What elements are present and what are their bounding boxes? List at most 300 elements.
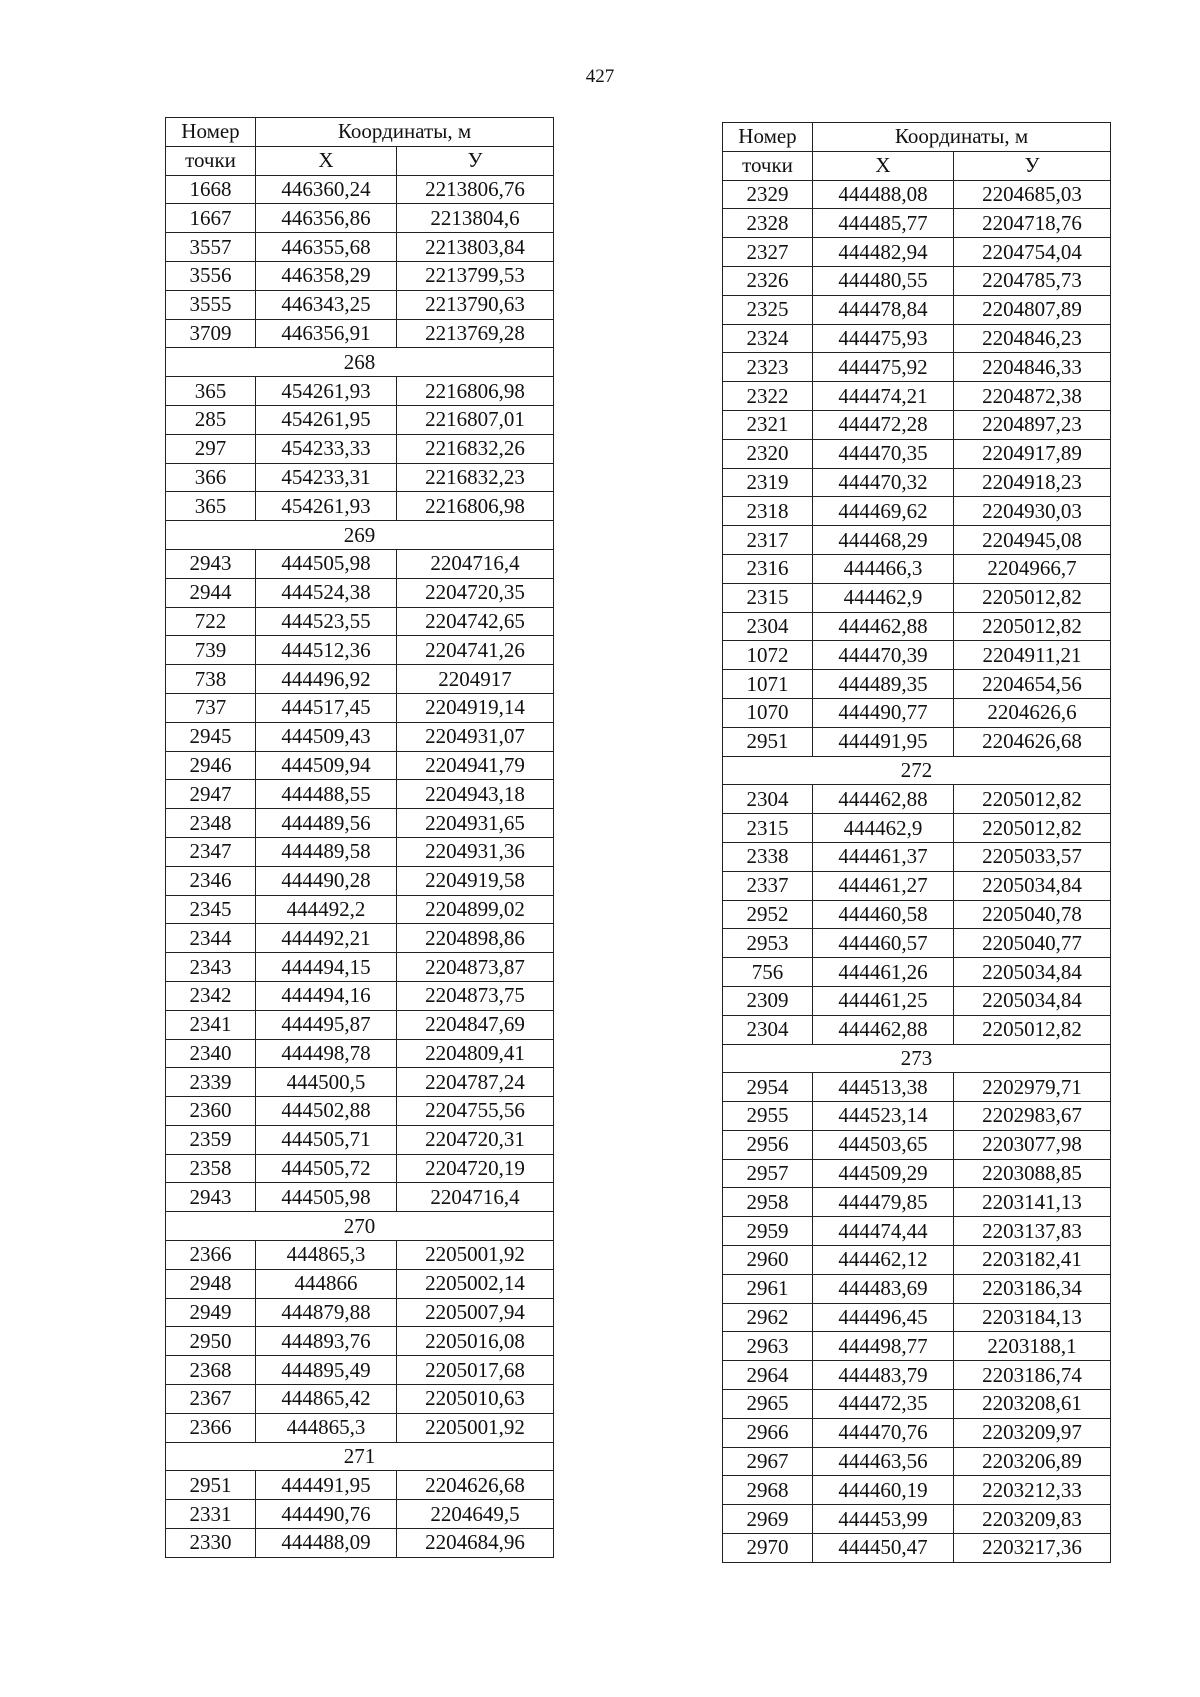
table-row (166, 261, 554, 290)
point-number-header-line2: точки (166, 146, 256, 175)
x-coordinate-cell: 444462,88 (813, 1015, 954, 1044)
y-header: У (954, 151, 1111, 180)
y-coordinate-cell: 2202979,71 (954, 1073, 1111, 1102)
point-number-header-line1: Номер (166, 118, 256, 147)
x-coordinate-cell: 444461,25 (813, 986, 954, 1015)
point-number-cell: 285 (166, 405, 256, 434)
x-coordinate-cell: 454261,93 (256, 377, 397, 406)
x-coordinate-cell: 444462,88 (813, 785, 954, 814)
table-row (723, 871, 1111, 900)
table-row (166, 1327, 554, 1356)
y-coordinate-cell: 2204716,4 (397, 549, 554, 578)
y-coordinate-cell: 2204917 (397, 665, 554, 694)
y-coordinate-cell: 2204872,38 (954, 382, 1111, 411)
point-number-cell: 2961 (723, 1274, 813, 1303)
x-coordinate-cell: 444517,45 (256, 693, 397, 722)
y-coordinate-cell: 2204943,18 (397, 780, 554, 809)
y-coordinate-cell: 2204945,08 (954, 526, 1111, 555)
header-row (723, 123, 1111, 152)
y-coordinate-cell: 2204626,6 (954, 698, 1111, 727)
point-number-cell: 3555 (166, 290, 256, 319)
x-coordinate-cell: 444865,3 (256, 1241, 397, 1270)
point-number-cell: 2347 (166, 837, 256, 866)
x-coordinate-cell: 444450,47 (813, 1534, 954, 1563)
y-coordinate-cell: 2204626,68 (954, 727, 1111, 756)
y-header: У (397, 146, 554, 175)
y-coordinate-cell: 2203209,83 (954, 1505, 1111, 1534)
table-row (723, 410, 1111, 439)
table-row (723, 785, 1111, 814)
point-number-cell: 2966 (723, 1418, 813, 1447)
x-coordinate-cell: 444479,85 (813, 1188, 954, 1217)
x-coordinate-cell: 444512,36 (256, 636, 397, 665)
point-number-cell: 2948 (166, 1269, 256, 1298)
section-row (166, 348, 554, 377)
point-number-cell: 2340 (166, 1039, 256, 1068)
y-coordinate-cell: 2204720,31 (397, 1125, 554, 1154)
table-row (723, 1476, 1111, 1505)
point-number-cell: 2367 (166, 1385, 256, 1414)
y-coordinate-cell: 2203212,33 (954, 1476, 1111, 1505)
point-number-cell: 2327 (723, 238, 813, 267)
table-row (723, 209, 1111, 238)
point-number-cell: 2946 (166, 751, 256, 780)
point-number-cell: 2348 (166, 809, 256, 838)
point-number-cell: 739 (166, 636, 256, 665)
table-row (166, 953, 554, 982)
point-number-cell: 2945 (166, 722, 256, 751)
table-row (723, 1102, 1111, 1131)
x-coordinate-cell: 444509,94 (256, 751, 397, 780)
y-coordinate-cell: 2216806,98 (397, 377, 554, 406)
x-coordinate-cell: 444461,37 (813, 842, 954, 871)
y-coordinate-cell: 2216807,01 (397, 405, 554, 434)
y-coordinate-cell: 2216806,98 (397, 492, 554, 521)
x-coordinate-cell: 444523,55 (256, 607, 397, 636)
table-row (166, 175, 554, 204)
x-coordinate-cell: 444466,3 (813, 554, 954, 583)
point-number-cell: 2331 (166, 1500, 256, 1529)
point-number-cell: 1071 (723, 670, 813, 699)
x-coordinate-cell: 444470,39 (813, 641, 954, 670)
point-number-cell: 2951 (166, 1471, 256, 1500)
point-number-cell: 2943 (166, 549, 256, 578)
x-coordinate-cell: 454233,31 (256, 463, 397, 492)
x-coordinate-cell: 444470,32 (813, 468, 954, 497)
point-number-cell: 2341 (166, 1010, 256, 1039)
table-row (166, 319, 554, 348)
x-coordinate-cell: 446356,91 (256, 319, 397, 348)
table-row (723, 439, 1111, 468)
y-coordinate-cell: 2203088,85 (954, 1159, 1111, 1188)
y-coordinate-cell: 2204873,75 (397, 981, 554, 1010)
x-coordinate-cell: 444491,95 (256, 1471, 397, 1500)
table-row (166, 809, 554, 838)
x-coordinate-cell: 444489,35 (813, 670, 954, 699)
x-coordinate-cell: 444879,88 (256, 1298, 397, 1327)
x-coordinate-cell: 444496,92 (256, 665, 397, 694)
y-coordinate-cell: 2205034,84 (954, 871, 1111, 900)
table-row (166, 1241, 554, 1270)
point-number-cell: 1072 (723, 641, 813, 670)
point-number-cell: 2342 (166, 981, 256, 1010)
header-row (166, 146, 554, 175)
x-coordinate-cell: 444474,21 (813, 382, 954, 411)
point-number-cell: 2965 (723, 1390, 813, 1419)
coordinates-table-left (165, 117, 554, 1558)
point-number-cell: 2956 (723, 1130, 813, 1159)
point-number-cell: 365 (166, 492, 256, 521)
table-row (723, 1130, 1111, 1159)
point-number-cell: 2329 (723, 180, 813, 209)
table-row (166, 1154, 554, 1183)
x-coordinate-cell: 444470,76 (813, 1418, 954, 1447)
x-coordinate-cell: 444462,12 (813, 1246, 954, 1275)
table-row (166, 463, 554, 492)
table-row (166, 895, 554, 924)
section-row (166, 1442, 554, 1471)
y-coordinate-cell: 2205034,84 (954, 958, 1111, 987)
x-coordinate-cell: 444472,35 (813, 1390, 954, 1419)
table-row (166, 1183, 554, 1212)
y-coordinate-cell: 2216832,26 (397, 434, 554, 463)
table-row (723, 1418, 1111, 1447)
point-number-cell: 2358 (166, 1154, 256, 1183)
y-coordinate-cell: 2213769,28 (397, 319, 554, 348)
x-coordinate-cell: 444480,55 (813, 266, 954, 295)
table-row (723, 1073, 1111, 1102)
point-number-cell: 2962 (723, 1303, 813, 1332)
x-coordinate-cell: 446360,24 (256, 175, 397, 204)
table-row (723, 698, 1111, 727)
point-number-cell: 2944 (166, 578, 256, 607)
section-row (166, 521, 554, 550)
table-row (723, 497, 1111, 526)
point-number-cell: 1667 (166, 204, 256, 233)
section-label: 269 (166, 521, 554, 550)
table-row (723, 1390, 1111, 1419)
x-coordinate-cell: 444498,78 (256, 1039, 397, 1068)
x-coordinate-cell: 444488,09 (256, 1529, 397, 1558)
table-row (166, 233, 554, 262)
y-coordinate-cell: 2204898,86 (397, 924, 554, 953)
y-coordinate-cell: 2205002,14 (397, 1269, 554, 1298)
point-number-cell: 2359 (166, 1125, 256, 1154)
x-coordinate-cell: 444472,28 (813, 410, 954, 439)
point-number-cell: 2338 (723, 842, 813, 871)
y-coordinate-cell: 2204785,73 (954, 266, 1111, 295)
point-number-cell: 738 (166, 665, 256, 694)
y-coordinate-cell: 2203209,97 (954, 1418, 1111, 1447)
x-coordinate-cell: 444505,98 (256, 549, 397, 578)
point-number-cell: 2954 (723, 1073, 813, 1102)
table-body (166, 175, 554, 1557)
x-coordinate-cell: 444488,08 (813, 180, 954, 209)
y-coordinate-cell: 2204846,33 (954, 353, 1111, 382)
x-coordinate-cell: 446355,68 (256, 233, 397, 262)
x-coordinate-cell: 444483,69 (813, 1274, 954, 1303)
y-coordinate-cell: 2205001,92 (397, 1241, 554, 1270)
y-coordinate-cell: 2203077,98 (954, 1130, 1111, 1159)
table-row (723, 180, 1111, 209)
page-number: 427 (585, 66, 615, 87)
y-coordinate-cell: 2204754,04 (954, 238, 1111, 267)
x-coordinate-cell: 454261,93 (256, 492, 397, 521)
y-coordinate-cell: 2203186,34 (954, 1274, 1111, 1303)
x-coordinate-cell: 444866 (256, 1269, 397, 1298)
x-coordinate-cell: 444460,57 (813, 929, 954, 958)
point-number-cell: 3557 (166, 233, 256, 262)
table-row (166, 780, 554, 809)
x-header: Х (813, 151, 954, 180)
point-number-cell: 2967 (723, 1447, 813, 1476)
y-coordinate-cell: 2205012,82 (954, 1015, 1111, 1044)
table-row (166, 434, 554, 463)
table-row (723, 238, 1111, 267)
table-row (723, 295, 1111, 324)
y-coordinate-cell: 2213790,63 (397, 290, 554, 319)
coordinates-header: Координаты, м (256, 118, 554, 147)
table-row (166, 1269, 554, 1298)
point-number-cell: 722 (166, 607, 256, 636)
table-row (166, 290, 554, 319)
x-coordinate-cell: 444494,15 (256, 953, 397, 982)
table-row (166, 607, 554, 636)
y-coordinate-cell: 2204873,87 (397, 953, 554, 982)
table-body (723, 180, 1111, 1562)
table-row (723, 1361, 1111, 1390)
y-coordinate-cell: 2205001,92 (397, 1413, 554, 1442)
table-row (166, 981, 554, 1010)
point-number-cell: 2318 (723, 497, 813, 526)
table-row (166, 492, 554, 521)
y-coordinate-cell: 2213799,53 (397, 261, 554, 290)
y-coordinate-cell: 2204847,69 (397, 1010, 554, 1039)
x-coordinate-cell: 444490,77 (813, 698, 954, 727)
y-coordinate-cell: 2204626,68 (397, 1471, 554, 1500)
table-row (723, 727, 1111, 756)
point-number-cell: 2343 (166, 953, 256, 982)
point-number-cell: 2955 (723, 1102, 813, 1131)
y-coordinate-cell: 2216832,23 (397, 463, 554, 492)
y-coordinate-cell: 2205012,82 (954, 612, 1111, 641)
y-coordinate-cell: 2204685,03 (954, 180, 1111, 209)
x-coordinate-cell: 444505,72 (256, 1154, 397, 1183)
table-row (723, 612, 1111, 641)
y-coordinate-cell: 2203141,13 (954, 1188, 1111, 1217)
point-number-cell: 2969 (723, 1505, 813, 1534)
point-number-cell: 2339 (166, 1068, 256, 1097)
y-coordinate-cell: 2203186,74 (954, 1361, 1111, 1390)
point-number-cell: 2320 (723, 439, 813, 468)
y-coordinate-cell: 2204966,7 (954, 554, 1111, 583)
y-coordinate-cell: 2213804,6 (397, 204, 554, 233)
y-coordinate-cell: 2204807,89 (954, 295, 1111, 324)
y-coordinate-cell: 2203188,1 (954, 1332, 1111, 1361)
y-coordinate-cell: 2204899,02 (397, 895, 554, 924)
table-row (166, 837, 554, 866)
x-coordinate-cell: 444505,98 (256, 1183, 397, 1212)
y-coordinate-cell: 2203137,83 (954, 1217, 1111, 1246)
table-row (166, 1125, 554, 1154)
x-coordinate-cell: 444895,49 (256, 1356, 397, 1385)
y-coordinate-cell: 2205016,08 (397, 1327, 554, 1356)
y-coordinate-cell: 2203182,41 (954, 1246, 1111, 1275)
y-coordinate-cell: 2213803,84 (397, 233, 554, 262)
x-coordinate-cell: 446356,86 (256, 204, 397, 233)
point-number-header-line2: точки (723, 151, 813, 180)
y-coordinate-cell: 2205040,78 (954, 900, 1111, 929)
x-coordinate-cell: 444523,14 (813, 1102, 954, 1131)
x-coordinate-cell: 444460,19 (813, 1476, 954, 1505)
y-coordinate-cell: 2205017,68 (397, 1356, 554, 1385)
x-coordinate-cell: 444470,35 (813, 439, 954, 468)
x-coordinate-cell: 444509,43 (256, 722, 397, 751)
x-coordinate-cell: 444490,28 (256, 866, 397, 895)
table-row (723, 353, 1111, 382)
y-coordinate-cell: 2204755,56 (397, 1097, 554, 1126)
table-row (166, 1097, 554, 1126)
point-number-cell: 2319 (723, 468, 813, 497)
y-coordinate-cell: 2205010,63 (397, 1385, 554, 1414)
table-row (723, 526, 1111, 555)
table-row (723, 1188, 1111, 1217)
table-row (723, 1303, 1111, 1332)
point-number-header-line1: Номер (723, 123, 813, 152)
point-number-cell: 2330 (166, 1529, 256, 1558)
x-coordinate-cell: 444505,71 (256, 1125, 397, 1154)
table-row (166, 866, 554, 895)
point-number-cell: 2315 (723, 814, 813, 843)
point-number-cell: 2949 (166, 1298, 256, 1327)
y-coordinate-cell: 2205034,84 (954, 986, 1111, 1015)
table-row (723, 900, 1111, 929)
point-number-cell: 2322 (723, 382, 813, 411)
table-row (166, 1068, 554, 1097)
point-number-cell: 2315 (723, 583, 813, 612)
table-row (723, 1332, 1111, 1361)
table-row (723, 1447, 1111, 1476)
y-coordinate-cell: 2204720,35 (397, 578, 554, 607)
table-row (723, 1534, 1111, 1563)
table-row (723, 266, 1111, 295)
table-row (723, 1159, 1111, 1188)
point-number-cell: 2337 (723, 871, 813, 900)
point-number-cell: 297 (166, 434, 256, 463)
x-coordinate-cell: 444482,94 (813, 238, 954, 267)
table-row (723, 842, 1111, 871)
y-coordinate-cell: 2205007,94 (397, 1298, 554, 1327)
point-number-cell: 365 (166, 377, 256, 406)
y-coordinate-cell: 2204918,23 (954, 468, 1111, 497)
y-coordinate-cell: 2204941,79 (397, 751, 554, 780)
table-row (723, 1015, 1111, 1044)
point-number-cell: 1668 (166, 175, 256, 204)
point-number-cell: 2325 (723, 295, 813, 324)
x-coordinate-cell: 444461,27 (813, 871, 954, 900)
x-coordinate-cell: 444463,56 (813, 1447, 954, 1476)
section-label: 270 (166, 1212, 554, 1241)
x-coordinate-cell: 444462,88 (813, 612, 954, 641)
x-coordinate-cell: 444492,21 (256, 924, 397, 953)
table-row (166, 1500, 554, 1529)
point-number-cell: 2952 (723, 900, 813, 929)
point-number-cell: 3556 (166, 261, 256, 290)
x-coordinate-cell: 444474,44 (813, 1217, 954, 1246)
point-number-cell: 2958 (723, 1188, 813, 1217)
y-coordinate-cell: 2204684,96 (397, 1529, 554, 1558)
point-number-cell: 2366 (166, 1241, 256, 1270)
x-coordinate-cell: 446343,25 (256, 290, 397, 319)
table-row (166, 751, 554, 780)
x-coordinate-cell: 444494,16 (256, 981, 397, 1010)
table-row (166, 204, 554, 233)
x-coordinate-cell: 444498,77 (813, 1332, 954, 1361)
table-row (723, 468, 1111, 497)
y-coordinate-cell: 2204716,4 (397, 1183, 554, 1212)
x-coordinate-cell: 444502,88 (256, 1097, 397, 1126)
table-row (723, 1505, 1111, 1534)
x-header: Х (256, 146, 397, 175)
point-number-cell: 2957 (723, 1159, 813, 1188)
table-row (166, 1010, 554, 1039)
section-label: 268 (166, 348, 554, 377)
table-row (166, 1471, 554, 1500)
header-row (723, 151, 1111, 180)
table-row (166, 1298, 554, 1327)
y-coordinate-cell: 2203206,89 (954, 1447, 1111, 1476)
y-coordinate-cell: 2204809,41 (397, 1039, 554, 1068)
x-coordinate-cell: 444489,56 (256, 809, 397, 838)
point-number-cell: 2316 (723, 554, 813, 583)
y-coordinate-cell: 2204649,5 (397, 1500, 554, 1529)
x-coordinate-cell: 444491,95 (813, 727, 954, 756)
point-number-cell: 2951 (723, 727, 813, 756)
y-coordinate-cell: 2204931,07 (397, 722, 554, 751)
table-row (723, 382, 1111, 411)
point-number-cell: 2963 (723, 1332, 813, 1361)
y-coordinate-cell: 2205012,82 (954, 814, 1111, 843)
table-row (723, 324, 1111, 353)
point-number-cell: 2953 (723, 929, 813, 958)
y-coordinate-cell: 2203184,13 (954, 1303, 1111, 1332)
table-row (723, 1246, 1111, 1275)
x-coordinate-cell: 444513,38 (813, 1073, 954, 1102)
section-row (166, 1212, 554, 1241)
y-coordinate-cell: 2204917,89 (954, 439, 1111, 468)
y-coordinate-cell: 2203217,36 (954, 1534, 1111, 1563)
y-coordinate-cell: 2204718,76 (954, 209, 1111, 238)
section-label: 273 (723, 1044, 1111, 1073)
table-row (166, 1413, 554, 1442)
x-coordinate-cell: 444468,29 (813, 526, 954, 555)
table-row (166, 693, 554, 722)
y-coordinate-cell: 2205040,77 (954, 929, 1111, 958)
point-number-cell: 756 (723, 958, 813, 987)
section-label: 272 (723, 756, 1111, 785)
y-coordinate-cell: 2204654,56 (954, 670, 1111, 699)
x-coordinate-cell: 444488,55 (256, 780, 397, 809)
coordinates-table-right (722, 122, 1111, 1563)
point-number-cell: 2326 (723, 266, 813, 295)
point-number-cell: 2360 (166, 1097, 256, 1126)
header-row (166, 118, 554, 147)
point-number-cell: 1070 (723, 698, 813, 727)
table-row (166, 924, 554, 953)
x-coordinate-cell: 444495,87 (256, 1010, 397, 1039)
x-coordinate-cell: 444893,76 (256, 1327, 397, 1356)
x-coordinate-cell: 444500,5 (256, 1068, 397, 1097)
